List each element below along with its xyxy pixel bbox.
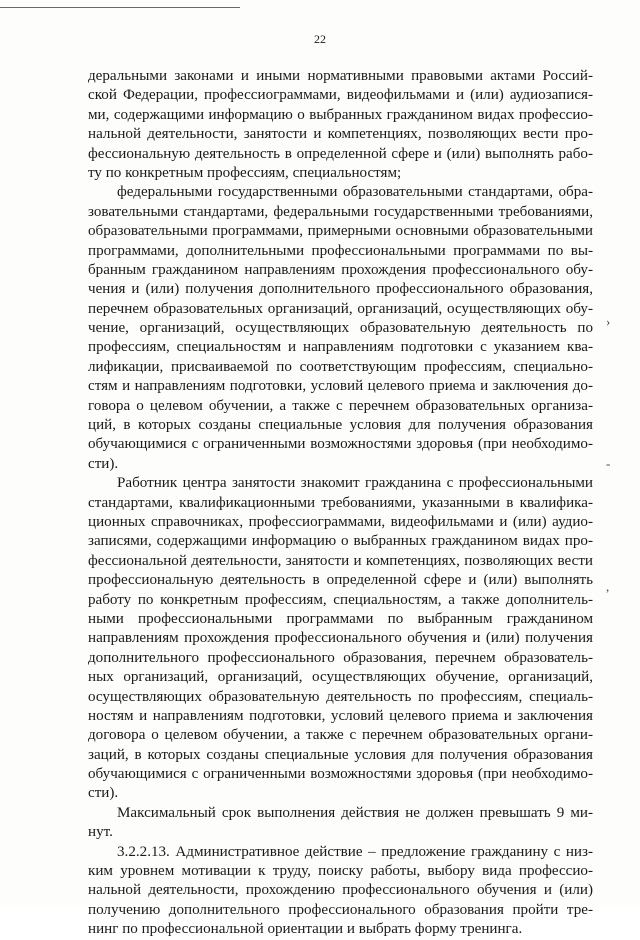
text-line: осуществляющих образовательную деятельность по профессиям, специаль-: [88, 688, 593, 705]
text-line: ными профессиональными программами по выбранным гражданином: [88, 610, 593, 627]
text-line: образовательными программами, примерными основными образовательными: [88, 223, 593, 240]
text-line: лификации, присваиваемой по соответствующим профессиям, специально-: [88, 358, 593, 375]
text-line: профессиям, специальностям и направлениям подготовки с указанием ква-: [88, 339, 593, 356]
text-line: деральными законами и иными нормативными правовыми актами Россий-: [88, 68, 593, 84]
text-line: получению дополнительного профессионального образования пройти тре-: [88, 901, 593, 918]
page-number: 22: [314, 32, 326, 46]
text-line: 3.2.2.13. Административное действие – предложение гражданину с низ-: [117, 843, 593, 860]
text-line: обучающимися с ограниченными возможностями здоровья (при необходимо-: [88, 436, 593, 453]
text-line: нальной деятельности, прохождению профессионального обучения и (или): [88, 882, 593, 899]
margin-mark: -: [606, 456, 611, 471]
text-line: ту по конкретным профессиям, специальностям;: [88, 164, 402, 181]
text-line: ми, содержащими информацию о выбранных гражданином видах профессио-: [88, 106, 593, 123]
text-line: дополнительного профессионального образования, перечнем образователь-: [88, 649, 593, 666]
text-line: работу по конкретным профессиям, специальностям, а также дополнитель-: [88, 591, 593, 608]
text-line: записями, содержащими информацию о выбранных гражданином видах про-: [88, 533, 593, 550]
text-line: чения и (или) получения дополнительного профессионального образования,: [88, 281, 593, 298]
text-line: нинг по профессиональной ориентации и выбрать форму тренинга.: [88, 921, 523, 938]
text-line: ных организаций, организаций, осуществляющих обучение, организаций,: [88, 669, 593, 686]
text-line: стандартами, квалификационными требованиями, указанными в квалифика-: [88, 494, 593, 511]
text-line: договора о целевом обучении, а также с перечнем образовательных органи-: [88, 727, 593, 744]
paragraph: [88, 843, 593, 940]
text-line: заций, в которых созданы специальные условия для получения образования: [88, 746, 593, 763]
text-line: Максимальный срок выполнения действия не должен превышать 9 ми-: [117, 804, 593, 821]
text-line: сти).: [88, 785, 119, 802]
text-line: сти).: [88, 455, 119, 472]
text-line: ционных справочниках, профессиограммами, видеофильмами и (или) аудио-: [88, 513, 593, 530]
text-line: направлениям прохождения профессионального обучения и (или) получения: [88, 630, 593, 647]
text-line: говора о целевом обучении, а также с перечнем образовательных организа-: [88, 397, 593, 414]
margin-mark: ›: [606, 314, 611, 329]
text-line: федеральными государственными образовательными стандартами, обра-: [117, 184, 593, 201]
text-line: профессиональную деятельность в определенной сфере и (или) выполнять: [88, 572, 593, 589]
text-line: обучающимися с ограниченными возможностями здоровья (при необходимо-: [88, 766, 593, 783]
paragraph: [88, 183, 593, 474]
paragraph: [88, 474, 593, 804]
text-line: ким уровнем мотивации к труду, поиску работы, выбору вида профессио-: [88, 863, 593, 880]
text-line: перечнем образовательных организаций, организаций, осуществляющих обу-: [88, 300, 593, 317]
text-line: ностям и направлениям подготовки, условий целевого приема и заключения: [88, 707, 593, 724]
paragraph: [88, 804, 593, 843]
text-line: программами, дополнительными профессиональными программами по вы-: [88, 242, 593, 259]
text-line: Работник центра занятости знакомит гражданина с профессиональными: [117, 475, 593, 492]
margin-mark: ,: [606, 579, 610, 594]
text-line: фессиональной деятельности, занятости и компетенциях, позволяющих вести: [88, 552, 593, 569]
text-line: фессиональную деятельность в определенной сфере и (или) выполнять рабо-: [88, 145, 593, 162]
top-rule: [0, 7, 240, 8]
paragraph: [88, 67, 593, 183]
text-line: ской Федерации, профессиограммами, видеофильмами и (или) аудиозапися-: [88, 87, 593, 104]
text-line: чение, организаций, осуществляющих образовательную деятельность по: [88, 320, 593, 337]
document-body: [88, 67, 593, 940]
text-line: бранным гражданином направлениям прохождения профессионального обу-: [88, 261, 593, 278]
text-line: ций, в которых созданы специальные условия для получения образования: [88, 417, 593, 434]
text-line: нут.: [88, 824, 113, 841]
text-line: зовательными стандартами, федеральными государственными требованиями,: [88, 203, 593, 220]
text-line: нальной деятельности, занятости и компетенциях, позволяющих вести про-: [88, 126, 593, 143]
text-line: стям и направлениям подготовки, условий целевого приема и заключения до-: [88, 378, 593, 395]
